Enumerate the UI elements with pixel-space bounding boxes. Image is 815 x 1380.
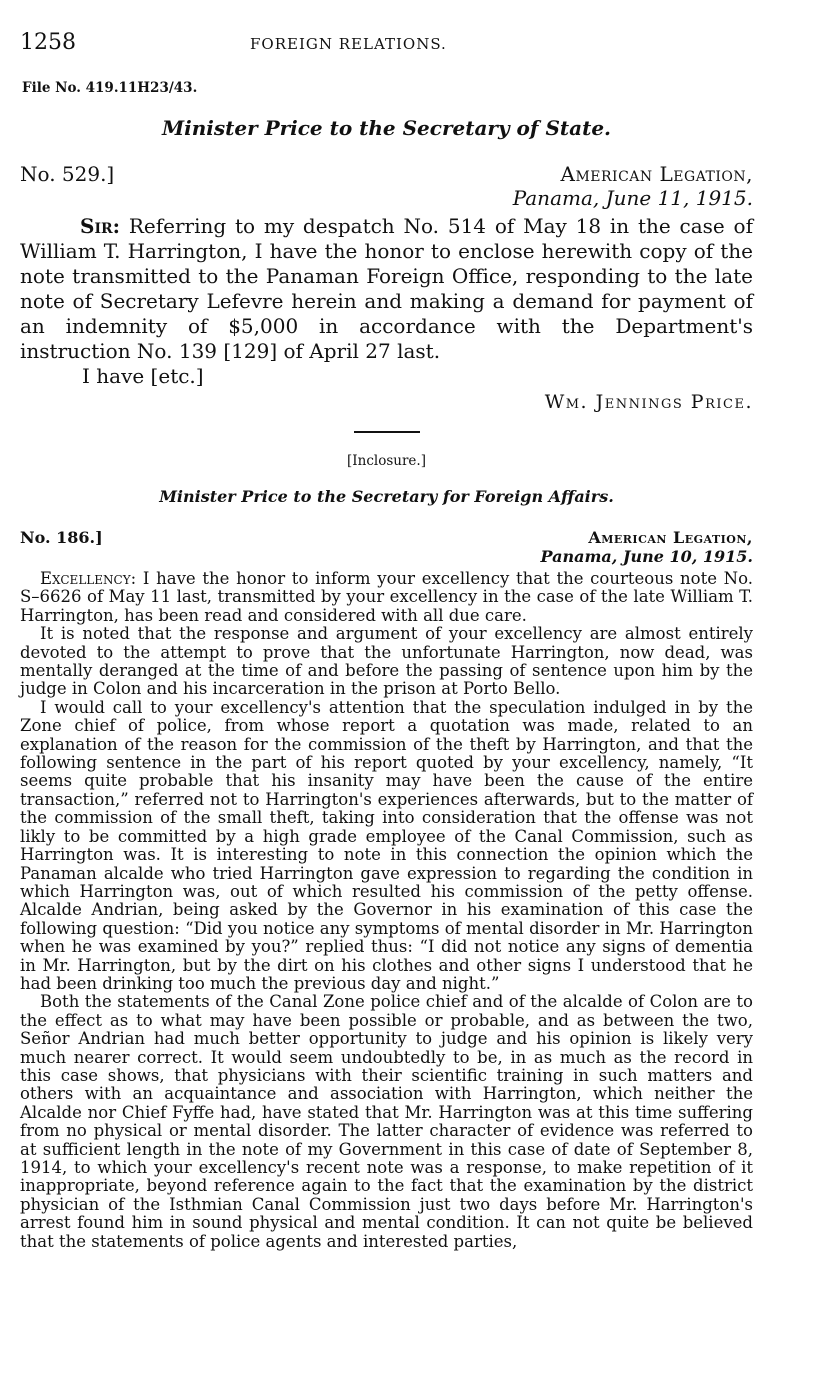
- inclosure-place-date: Panama, June 10, 1915.: [540, 547, 753, 566]
- dispatch-title: Minister Price to the Secretary of State.: [161, 116, 612, 140]
- dispatch-closing: I have [etc.]: [82, 364, 204, 388]
- inclosure-heading: [20, 528, 753, 566]
- dispatch-heading: [20, 162, 753, 210]
- file-number: File No. 419.11H23/43.: [22, 80, 198, 96]
- running-title: FOREIGN RELATIONS.: [250, 35, 447, 53]
- dispatch-paragraph-text: Referring to my despatch No. 514 of May 18 in the case of William T. Harrington, I have the honor to enclose herewith copy of the note transmitted to the Panaman Foreign Office, responding to the late note of Secretary Lefevre herein and making a demand for payment of an indemnity of $5,000 in accordance with the Department's instruction No. 139 [129] of April 27 last.: [20, 214, 753, 363]
- dispatch-place-date: Panama, June 11, 1915.: [512, 186, 753, 210]
- dispatch-number: No. 529.]: [20, 162, 115, 186]
- inclosure-dateline: [541, 528, 754, 566]
- inclosure-title: Minister Price to the Secretary for Foreign Affairs.: [159, 487, 614, 506]
- inclosure-paragraph: It is noted that the response and argument of your excellency are almost entirely devoted to the attempt to prove that the unfortunate Harrington, now dead, was mentally deranged at the time of and before the passing of sentence upon him by the judge in Colon and his incarceration in the prison at Porto Bello.: [20, 624, 753, 699]
- dispatch-salutation: Sir:: [80, 214, 121, 238]
- page-number: 1258: [20, 30, 76, 55]
- inclosure-label: [Inclosure.]: [347, 453, 426, 469]
- dispatch-legation: American Legation,: [560, 162, 753, 186]
- dispatch-signature: Wm. Jennings Price.: [544, 391, 753, 413]
- section-divider: [354, 431, 420, 433]
- page-header: [20, 30, 753, 64]
- inclosure-paragraph: [20, 570, 753, 625]
- inclosure-paragraph: Both the statements of the Canal Zone police chief and of the alcalde of Colon are to the effect as to what may have been possible or probable, and as between the two, Señor Andrian had much better opportunity to judge and his opinion is likely very much nearer correct. It would seem undoubtedly to be, in as much as the record in this case shows, that physicians with their scientific training in such matters and others with an acquaintance and association with Harrington, which neither the Alcalde nor Chief Fyffe had, have stated that Mr. Harrington was at this time suffering from no physical or mental disorder. The latter character of evidence was referred to at sufficient length in the note of my Government in this case of date of September 8, 1914, to which your excellency's recent note was a response, to make repetition of it inappropriate, beyond reference again to the fact that the examination by the district physician of the Isthmian Canal Commission just two days before Mr. Harrington's arrest found him in sound physical and mental condition. It can not quite be believed that the statements of police agents and interested parties,: [20, 992, 753, 1251]
- inclosure-paragraph: I would call to your excellency's attention that the speculation indulged in by the Zone chief of police, from whose report a quotation was made, related to an explanation of the reason for the commission of the theft by Harrington, and that the following sentence in the part of his report quoted by your excellency, namely, “It seems quite probable that his insanity may have been the cause of the entire transaction,” referred not to Harrington's experiences afterwards, but to the matter of the commission of the small theft, taking into consideration that the offense was not likly to be committed by a high grade employee of the Canal Commission, such as Harrington was. It is interesting to note in this connection the opinion which the Panaman alcalde who tried Harrington gave expression to regarding the condition in which Harrington was, out of which resulted his commission of the petty offense. Alcalde Andrian, being asked by the Governor in his examination of this case the following question: “Did you notice any symptoms of mental disorder in Mr. Harrington when he was examined by you?” replied thus: “I did not notice any signs of dementia in Mr. Harrington, but by the dirt on his clothes and other signs I understood that he had been drinking too much the previous day and night.”: [20, 697, 753, 993]
- inclosure-salutation: Excellency:: [40, 569, 137, 588]
- dispatch-paragraph: [20, 214, 753, 364]
- inclosure-paragraph-text: I have the honor to inform your excellency that the courteous note No. S–6626 of May 11 last, transmitted by your excellency in the case of the late William T. Harrington, has been read and considered with all due care.: [20, 569, 753, 625]
- dispatch-dateline: [513, 162, 753, 210]
- inclosure-body: [20, 570, 753, 1251]
- inclosure-legation: American Legation,: [588, 528, 753, 547]
- inclosure-number: No. 186.]: [20, 528, 103, 547]
